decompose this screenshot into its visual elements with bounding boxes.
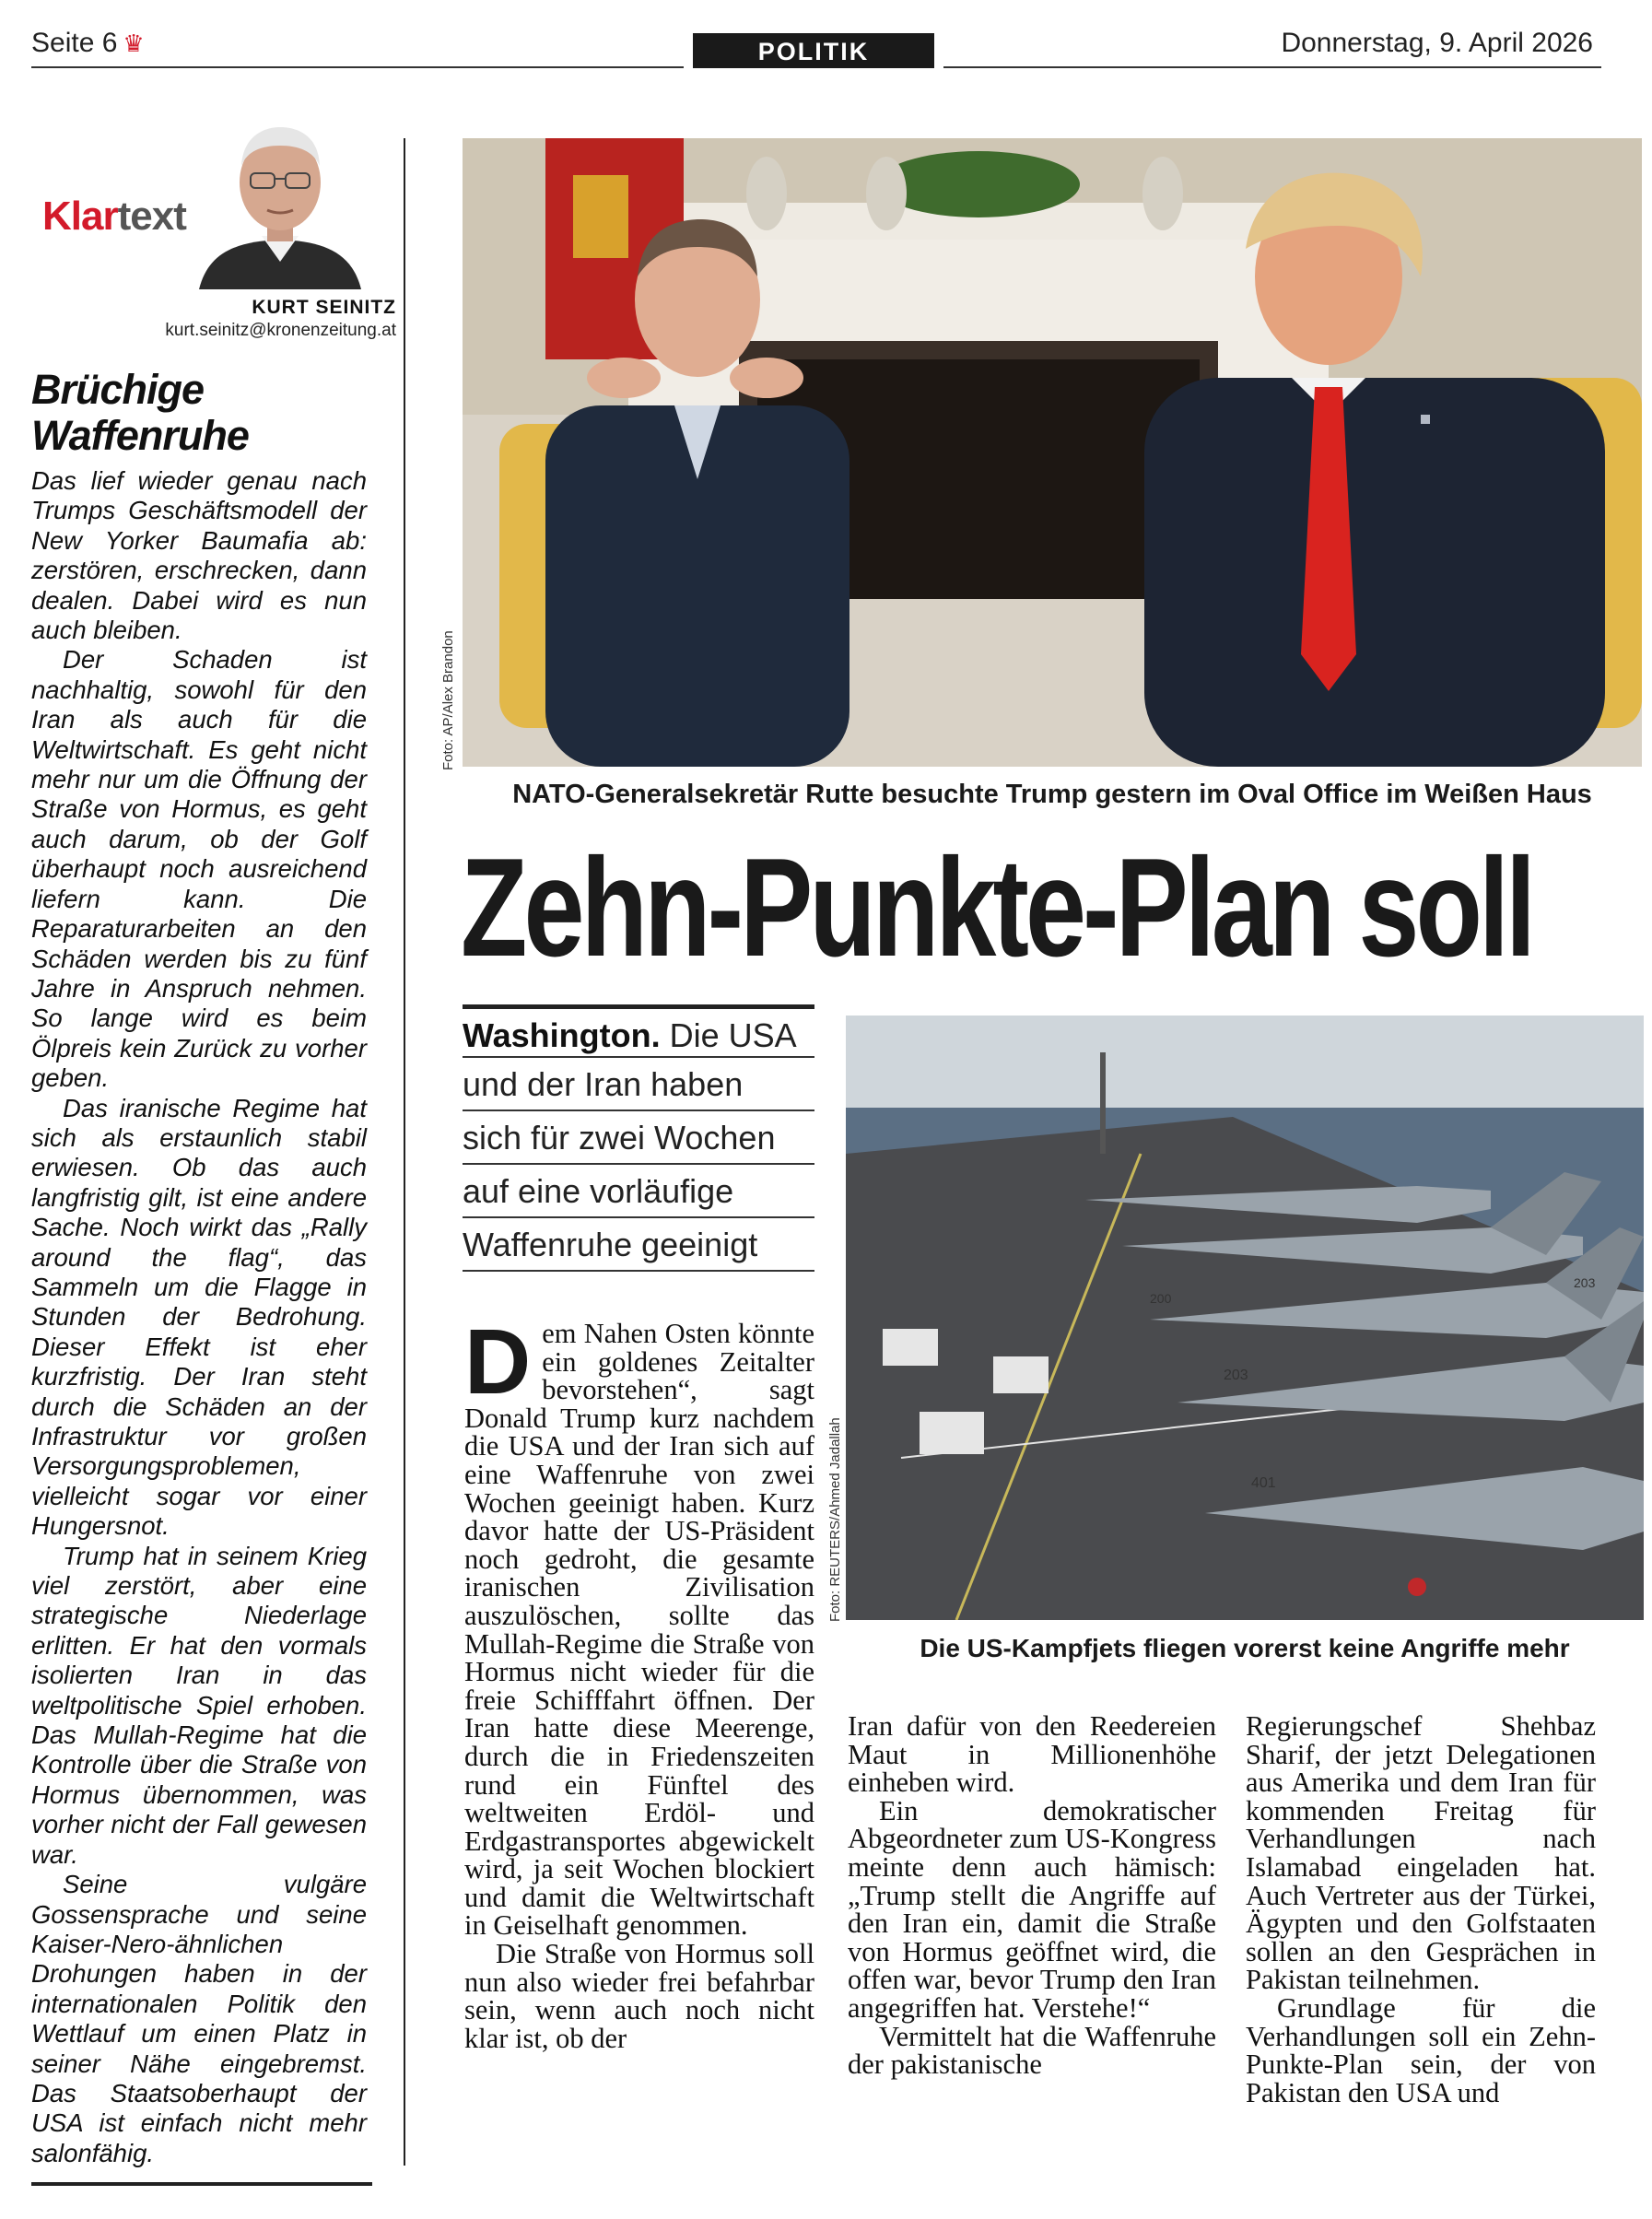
article-paragraph: Die Straße von Hormus soll nun also wieder frei befahrbar sein, wenn auch noch nicht klar ist, ob der — [464, 1938, 814, 2054]
commentary-paragraph: Seine vulgäre Gossensprache und seine Kaiser-Nero-ähnlichen Drohungen haben in der internationalen Politik den Wettlauf um einen Platz in seiner Nähe eingebremst. Das Staatsoberhaupt der USA ist einfach nicht mehr salonfähig. — [31, 1870, 367, 2167]
dateline: Washington. — [463, 1016, 661, 1054]
top-photo-credit: Foto: AP/Alex Brandon — [440, 630, 456, 770]
jet-number: 401 — [1251, 1475, 1276, 1491]
crown-icon: ♛ — [123, 29, 145, 57]
article-column-3 — [1246, 1712, 1596, 2107]
article-paragraph: Grundlage für die Verhandlungen soll ein Zehn-Punkte-Plan sein, der von Pakistan den USA und — [1246, 1991, 1596, 2108]
lead-line: und der Iran haben — [463, 1058, 814, 1111]
jet-number: 203 — [1224, 1368, 1248, 1383]
column-label: Klartext — [42, 194, 186, 239]
commentary-title: Brüchige Waffenruhe — [31, 366, 249, 459]
article-paragraph: Ein demokratischer Abgeordneter zum US-Kongress meinte denn auch hämisch: „Trump stellt die Angriffe auf den Iran ein, damit die Straße von Hormus geöffnet wird, die offen war, bevor Trump den Iran angegriffen hat. Verstehe!“ — [848, 1794, 1216, 2024]
lead-line: Waffenruhe geeinigt — [463, 1218, 814, 1272]
article-paragraph: Regierungschef Shehbaz Sharif, der jetzt Delegationen aus Amerika und dem Iran für kommenden Freitag für Verhandlungen nach Islamabad eingeladen hat. Auch Vertreter aus der Türkei, Ägypten und den Golfstaaten sollen an den Gesprächen in Pakistan teilnehmen. — [1246, 1710, 1596, 1996]
commentary-paragraph: Das iranische Regime hat sich als erstaunlich stabil erwiesen. Ob das auch langfristig gilt, ist eine andere Sache. Noch wirkt das „Rally around the flag“, das Sammeln um die Flagge in Stunden der Bedrohung. Dieser Effekt ist eher kurzfristig. Der Iran steht durch die Schäden an der Infrastruktur vor großen Versorgungsproblemen, vielleicht sogar vor einer Hungersnot. — [31, 1093, 367, 1541]
lead-line: Washington. Die USA — [463, 1004, 814, 1058]
issue-date: Donnerstag, 9. April 2026 — [1281, 28, 1593, 58]
commentary-paragraph: Der Schaden ist nachhaltig, sowohl für den Iran als auch für die Weltwirtschaft. Es geht nicht mehr nur um die Öffnung der Straße von Hormus, es geht auch darum, ob der Golf überhaupt noch ausreichend liefern kann. Die Reparaturarbeiten an den Schäden werden bis zu fünf Jahre in Anspruch nehmen. So lange wird es beim Ölpreis kein Zurück zu vorher geben. — [31, 645, 367, 1093]
oval-office-photo — [463, 138, 1642, 767]
article-column-1 — [464, 1310, 814, 2054]
article-paragraph: Dem Nahen Osten könnte ein goldenes Zeitalter bevorstehen“, sagt Donald Trump kurz nachdem die USA und der Iran sich auf eine Waffenruhe von zwei Wochen geeinigt haben. Kurz davor hatte der US-Präsident noch gedroht, die gesamte iranischen Zivilisation auszulöschen, sollte das Mullah-Regime die Straße von Hormus nicht wieder für die freie Schifffahrt öffnen. Der Iran hatte diese Meerenge, durch die in Friedenszeiten rund ein Fünftel des weltweiten Erdöl- und Erdgastransportes abgewickelt wird, ja seit Wochen blockiert und damit die Weltwirtschaft in Geiselhaft genommen. — [464, 1310, 814, 1942]
header-rule-left — [31, 66, 684, 68]
jet-number: 200 — [1150, 1291, 1172, 1306]
column-separator — [404, 138, 405, 2166]
article-paragraph: Vermittelt hat die Waffenruhe der pakistanische — [848, 2020, 1216, 2081]
lead-line: sich für zwei Wochen — [463, 1111, 814, 1165]
author-portrait — [190, 114, 370, 289]
drop-cap: D — [464, 1310, 532, 1414]
lead-line: auf eine vorläufige — [463, 1165, 814, 1218]
jet-number: 203 — [1574, 1275, 1596, 1290]
header-rule-right — [943, 66, 1601, 68]
lead-text — [463, 1004, 814, 1272]
top-photo-caption: NATO-Generalsekretär Rutte besuchte Trump gestern im Oval Office im Weißen Haus — [512, 780, 1592, 809]
commentary-end-rule — [31, 2182, 372, 2186]
aircraft-carrier-photo — [846, 1016, 1644, 1620]
author-email: kurt.seinitz@kronenzeitung.at — [165, 321, 396, 340]
bottom-photo-caption: Die US-Kampfjets fliegen vorerst keine Angriffe mehr — [920, 1634, 1570, 1662]
article-paragraph: Iran dafür von den Reedereien Maut in Millionenhöhe einheben wird. — [848, 1710, 1216, 1799]
article-column-2 — [848, 1712, 1216, 2079]
bottom-photo-credit: Foto: REUTERS/Ahmed Jadallah — [827, 1417, 843, 1622]
page-number: Seite 6 ♛ — [31, 28, 145, 58]
author-name: KURT SEINITZ — [252, 297, 396, 318]
commentary-paragraph: Trump hat in seinem Krieg viel zerstört, aber eine strategische Niederlage erlitten. Er hat den vormals isolierten Iran in das weltpolitische Spiel erhoben. Das Mullah-Regime hat die Kontrolle über die Straße von Hormus übernommen, was vorher nicht der Fall gewesen war. — [31, 1541, 367, 1869]
commentary-body — [31, 466, 367, 2168]
commentary-paragraph: Das lief wieder genau nach Trumps Geschäftsmodell der New Yorker Baumafia ab: zerstören, erschrecken, dann dealen. Dabei wird es nun auch bleiben. — [31, 466, 367, 645]
headline: Zehn-Punkte-Plan soll — [461, 829, 1533, 986]
section-label: POLITIK — [693, 33, 934, 68]
